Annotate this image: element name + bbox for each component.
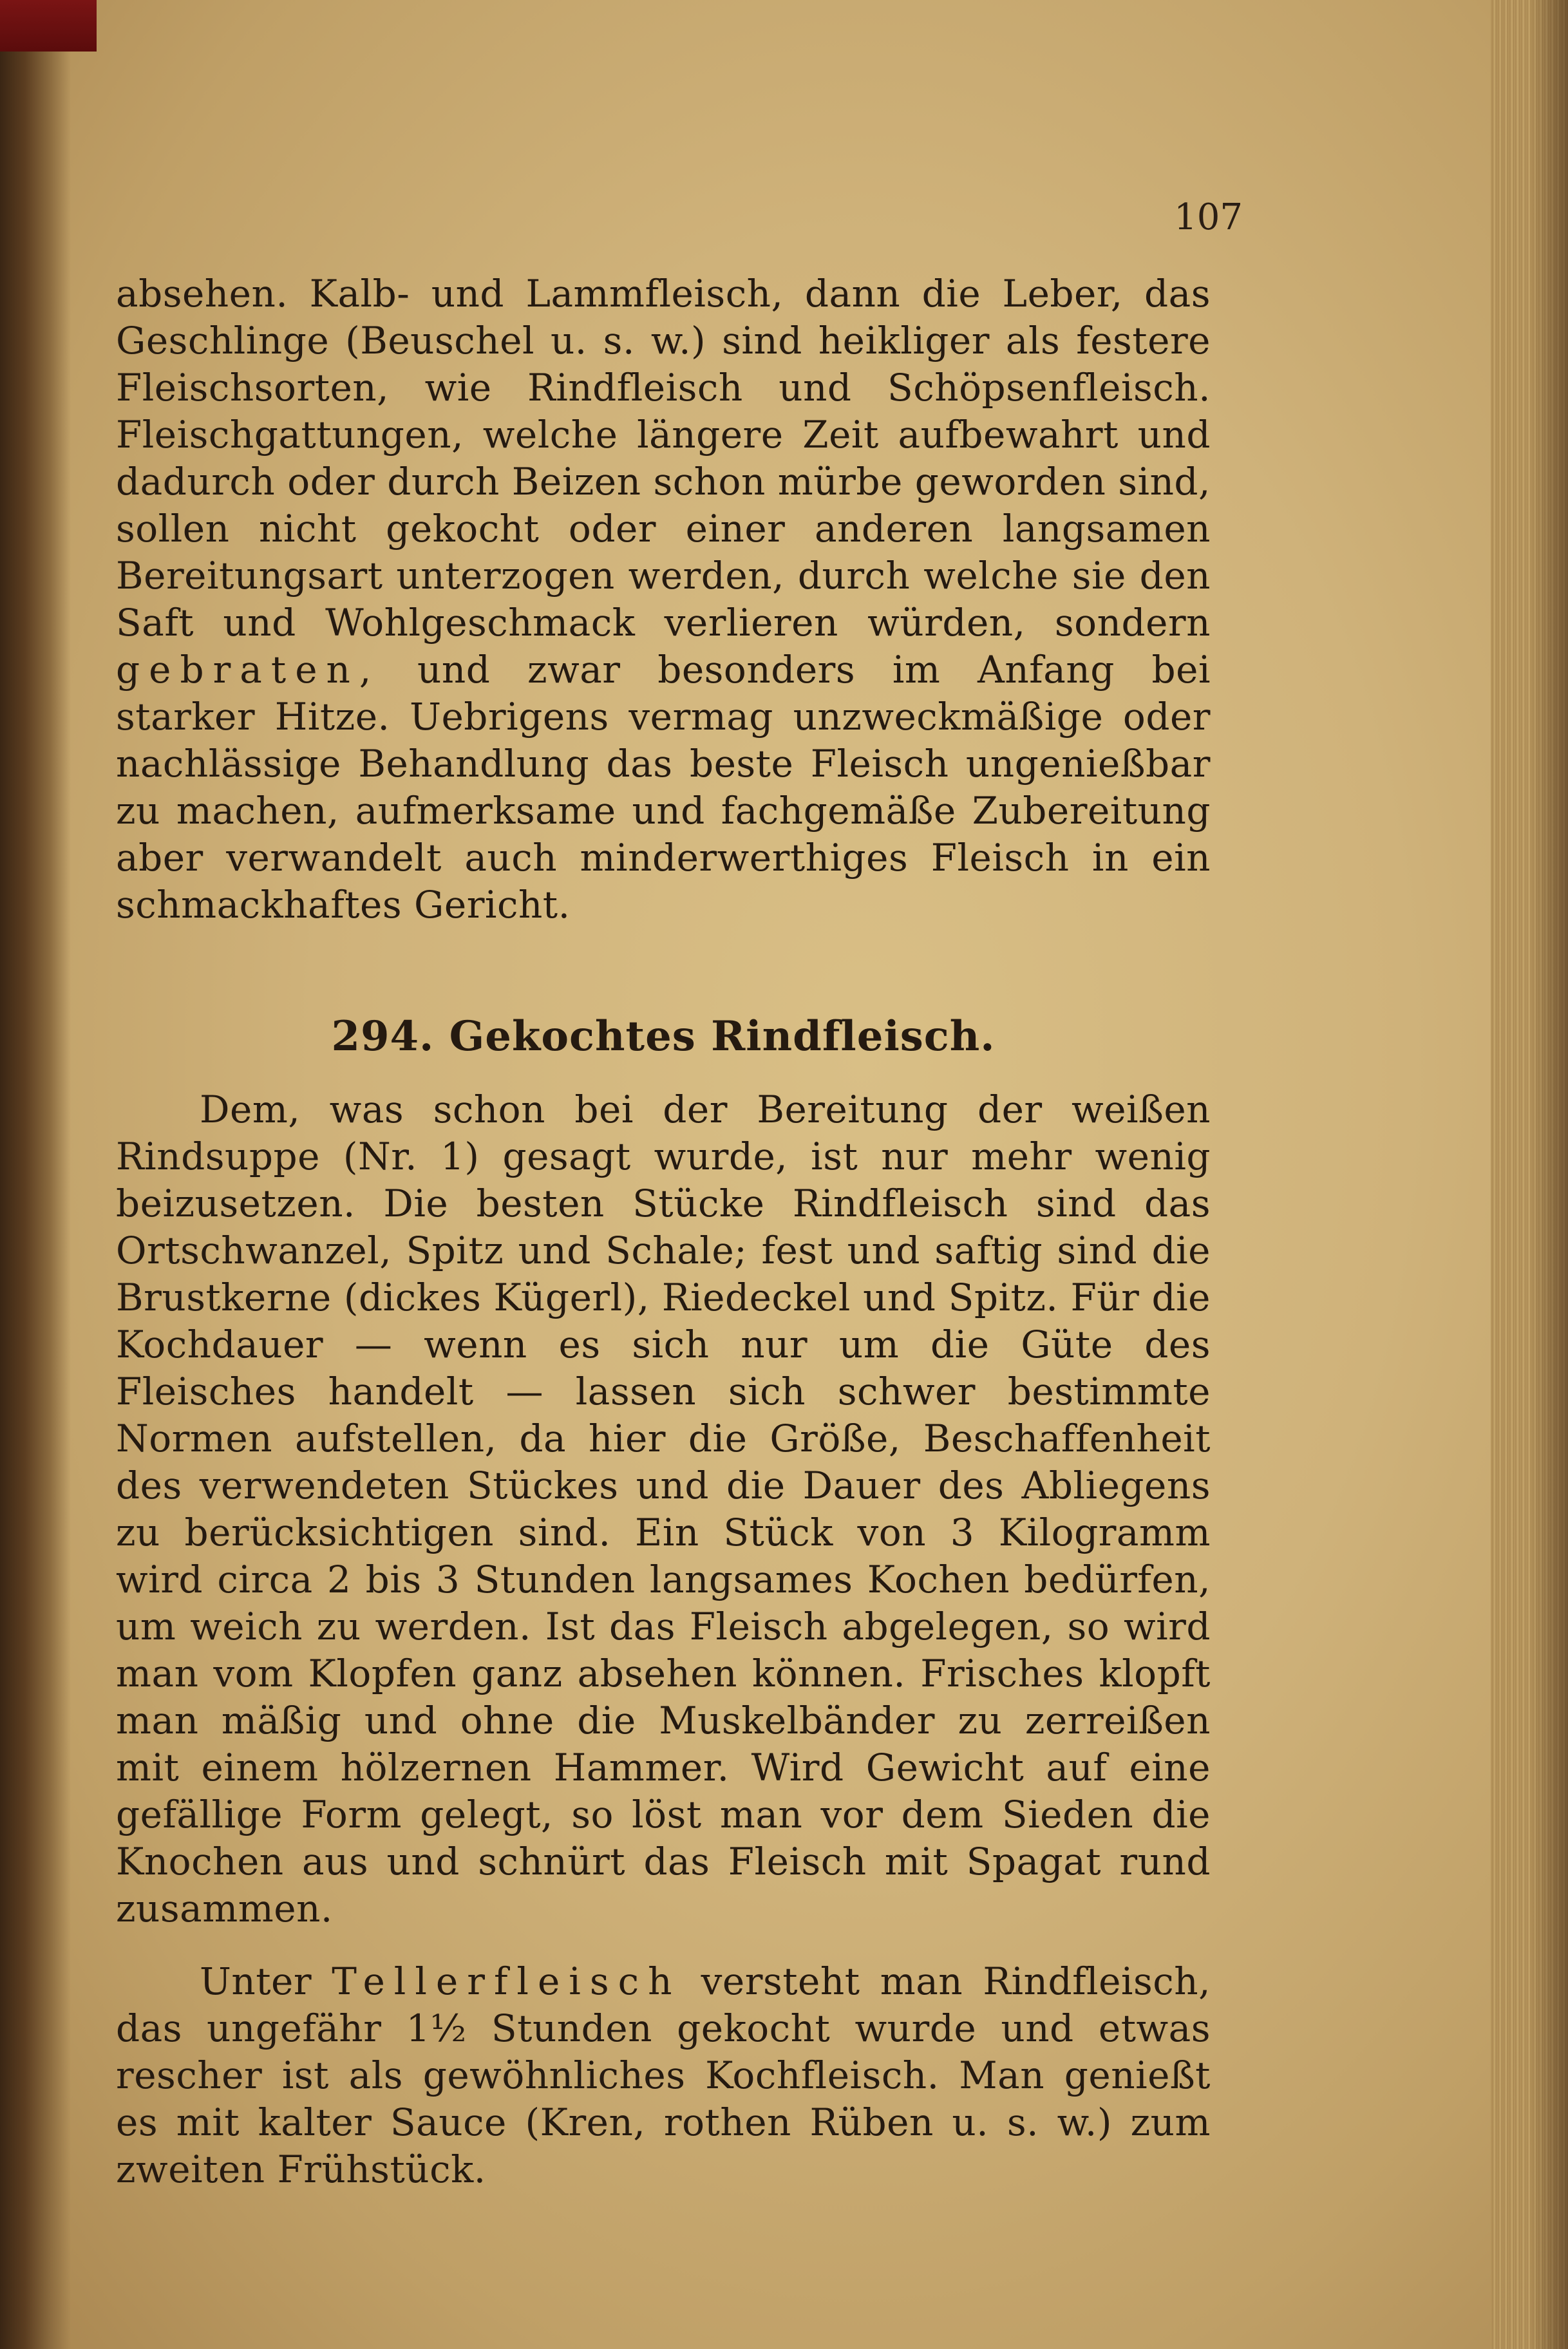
- emphasis-gebraten: gebraten,: [116, 648, 381, 692]
- section-heading: 294. Gekochtes Rindfleisch.: [331, 1012, 996, 1061]
- paragraph-1-end: und zwar besonders im Anfang bei starker Hitze. Uebrigens vermag unzweckmäßige oder nachlässige Behandlung das beste Fleisch ungenießbar zu machen, aufmerksame und fachgemäße Zubereitung aber verwandelt auch minderwerthiges Fleisch in ein schmackhaftes Gericht.: [116, 648, 1211, 927]
- paragraph-1-text: absehen. Kalb- und Lammfleisch, dann die Leber, das Geschlinge (Beuschel u. s. w.) sind heikliger als festere Fleischsorten, wie Rindfleisch und Schöpsenfleisch. Fleischgattungen, welche längere Zeit aufbewahrt und dadurch oder durch Beizen schon mürbe geworden sind, sollen nicht gekocht oder einer anderen langsamen Bereitungsart unterzogen werden, durch welche sie den Saft und Wohlgeschmack verlieren würden, sondern: [116, 272, 1211, 645]
- paragraph-3: [116, 1958, 1211, 2193]
- paragraph-3-end: versteht man Rindfleisch, das ungefähr 1½ Stunden gekocht wurde und etwas rescher ist als gewöhnliches Kochfleisch. Man genießt es mit kalter Sauce (Kren, rothen Rüben u. s. w.) zum zweiten Frühstück.: [116, 1959, 1211, 2191]
- emphasis-tellerfleisch: Tellerfleisch: [332, 1959, 681, 2003]
- book-binding: [0, 0, 71, 2349]
- page-edges-shadow: [1529, 0, 1568, 2349]
- text-block: [116, 270, 1211, 2193]
- paragraph-2: Dem, was schon bei der Bereitung der weißen Rindsuppe (Nr. 1) gesagt wurde, ist nur mehr wenig beizusetzen. Die besten Stücke Rindfleisch sind das Ortschwanzel, Spitz und Schale; fest und saftig sind die Brustkerne (dickes Kügerl), Riedeckel und Spitz. Für die Kochdauer — wenn es sich nur um die Güte des Fleisches handelt — lassen sich schwer bestimmte Normen aufstellen, da hier die Größe, Beschaffenheit des verwendeten Stückes und die Dauer des Abliegens zu berücksichtigen sind. Ein Stück von 3 Kilogramm wird circa 2 bis 3 Stunden langsames Kochen bedürfen, um weich zu werden. Ist das Fleisch abgelegen, so wird man vom Klopfen ganz absehen können. Frisches klopft man mäßig und ohne die Muskelbänder zu zerreißen mit einem hölzernen Hammer. Wird Gewicht auf eine gefällige Form gelegt, so löst man vor dem Sieden die Knochen aus und schnürt das Fleisch mit Spagat rund zusammen.: [116, 1088, 1211, 1930]
- paragraph-1: [116, 270, 1211, 929]
- bookmark-ribbon: [0, 0, 97, 52]
- paragraph-3-start: Unter: [200, 1959, 312, 2003]
- page-number: 107: [1174, 196, 1243, 238]
